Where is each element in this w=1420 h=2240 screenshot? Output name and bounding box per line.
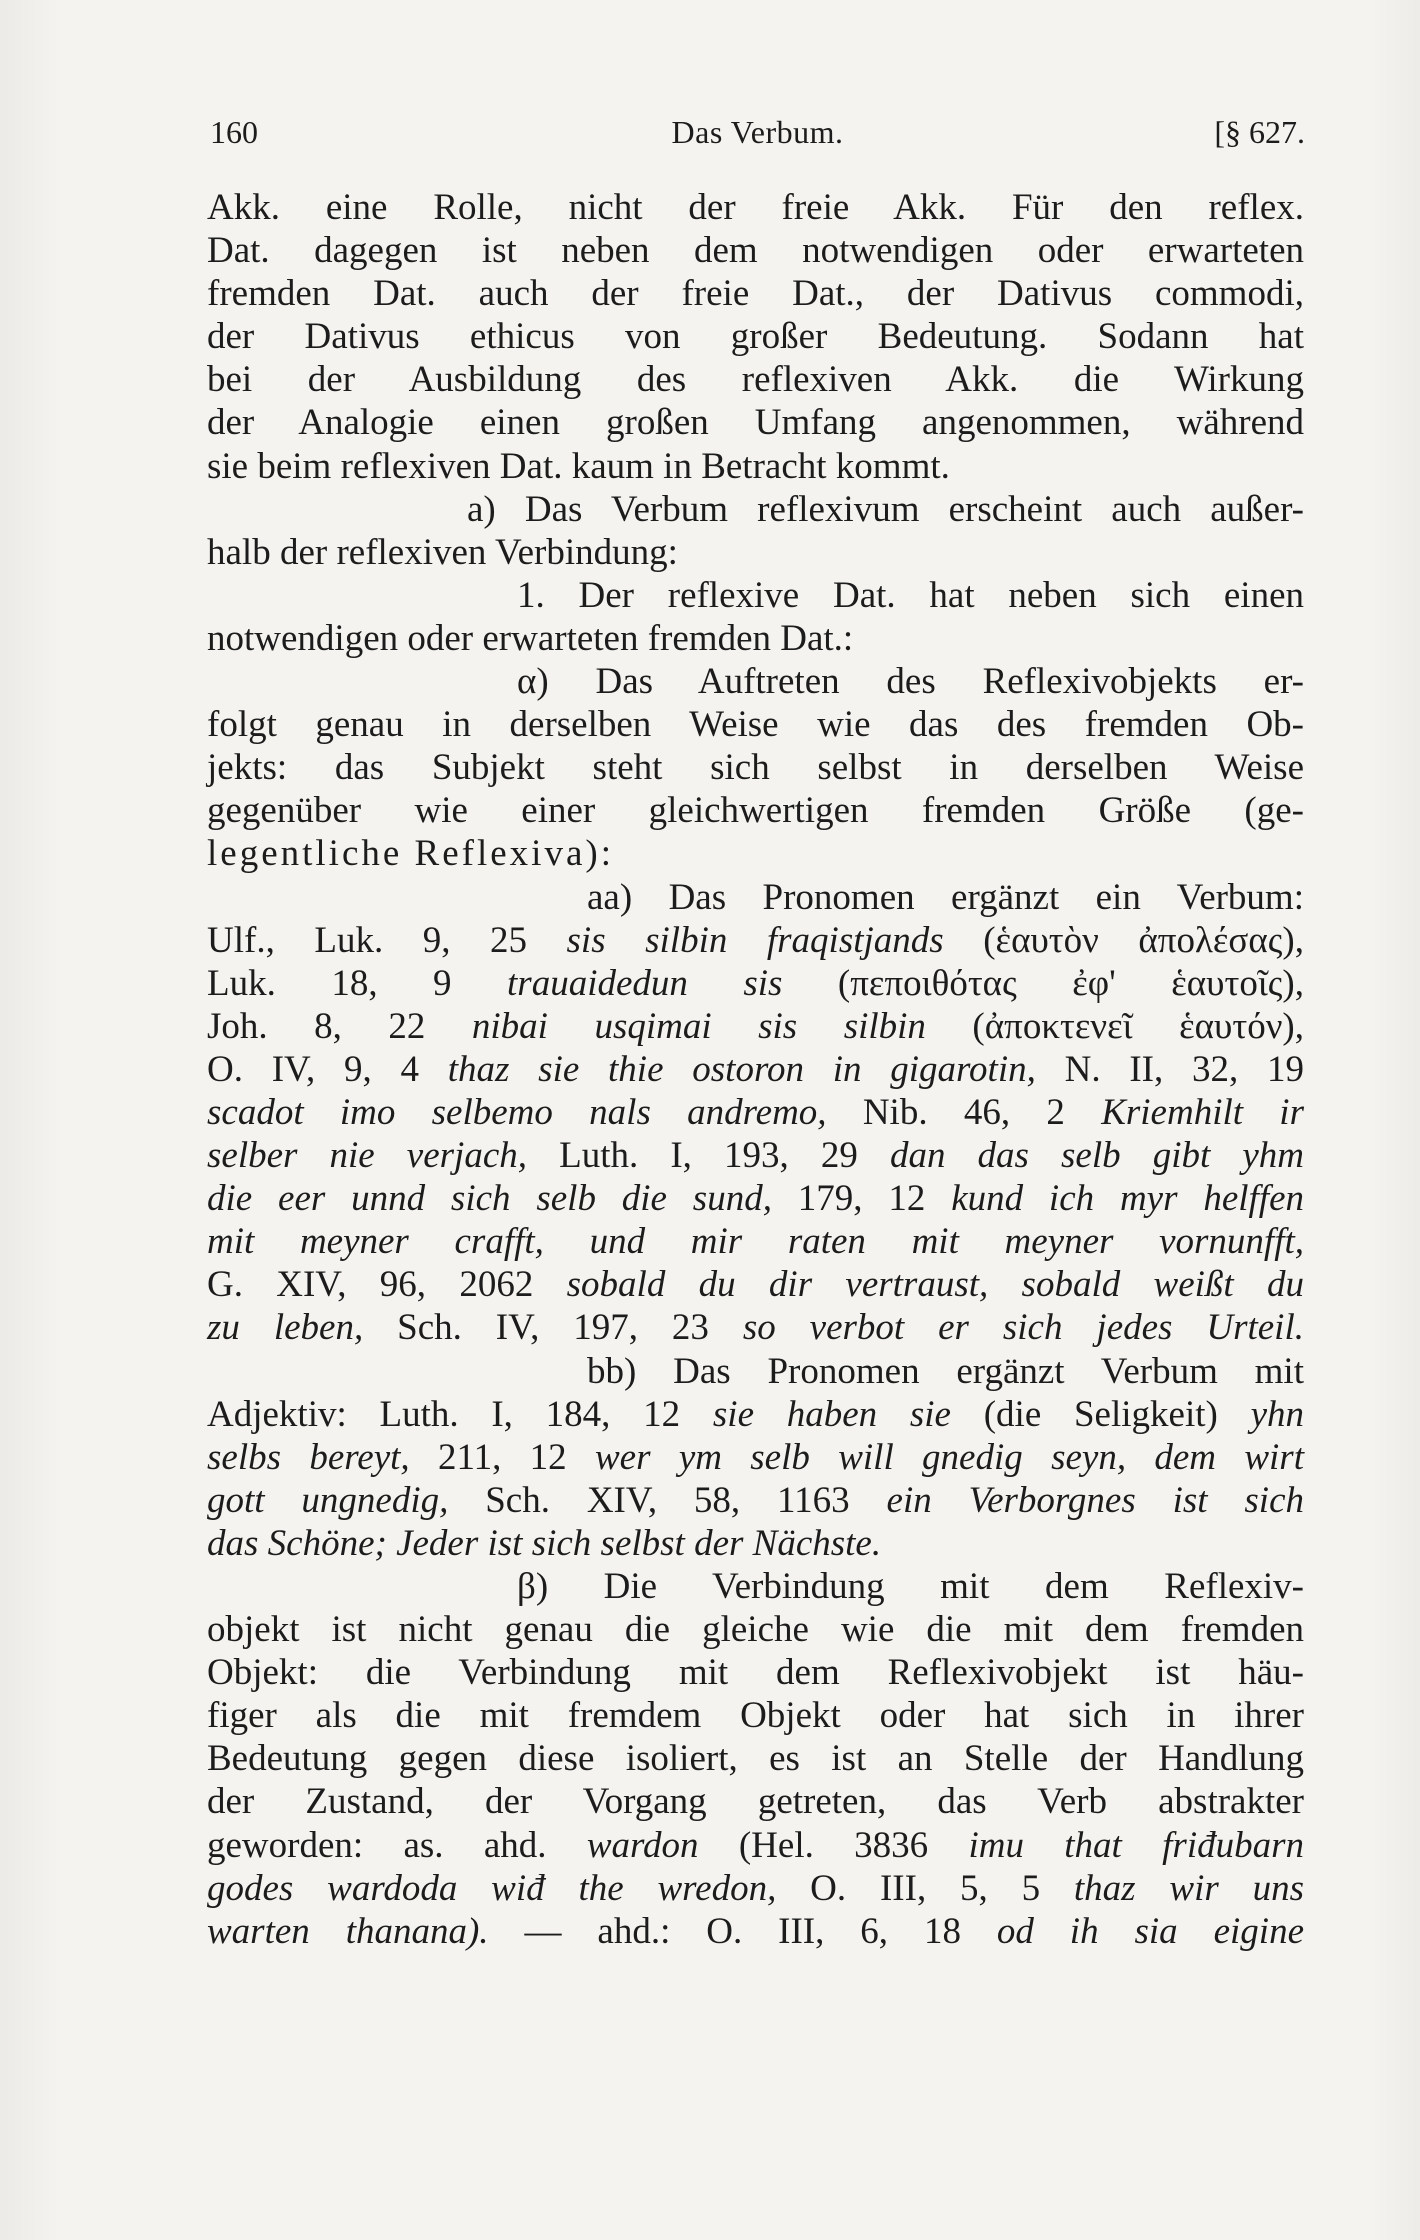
text-line: bb) Das Pronomen ergänzt Verbum mit xyxy=(587,1350,1304,1392)
text-line: warten thanana). — ahd.: O. III, 6, 18 od ih sia eigine xyxy=(207,1910,1304,1952)
text-line: Joh. 8, 22 nibai usqimai sis silbin (ἀποκτενεῖ ἑαυτόν), xyxy=(207,1005,1304,1047)
text-line: Akk. eine Rolle, nicht der freie Akk. Für den reflex. xyxy=(207,187,1304,228)
text-line: Bedeutung gegen diese isoliert, es ist an Stelle der Handlung xyxy=(207,1738,1304,1780)
text-line: bei der Ausbildung des reflexiven Akk. die Wirkung xyxy=(207,359,1304,401)
body-text xyxy=(207,186,1304,1953)
text-line: selber nie verjach, Luth. I, 193, 29 dan das selb gibt yhm xyxy=(207,1135,1305,1177)
section-marker: [§ 627. xyxy=(1214,114,1305,150)
text-line: das Schöne; Jeder ist sich selbst der Nächste. xyxy=(207,1522,882,1564)
text-line: aa) Das Pronomen ergänzt ein Verbum: xyxy=(587,876,1304,918)
text-line: legentliche Reflexiva): xyxy=(207,833,614,875)
text-line: die eer unnd sich selb die sund, 179, 12 kund ich myr helffen xyxy=(207,1178,1305,1220)
text-line: notwendigen oder erwarteten fremden Dat.: xyxy=(207,617,854,659)
text-line: α) Das Auftreten des Reflexivobjekts er- xyxy=(517,661,1304,703)
text-line: figer als die mit fremdem Objekt oder hat sich in ihrer xyxy=(207,1695,1304,1737)
text-line: der Analogie einen großen Umfang angenommen, während xyxy=(207,402,1304,444)
text-line: selbs bereyt, 211, 12 wer ym selb will gnedig seyn, dem wirt xyxy=(207,1436,1304,1478)
text-line: Ulf., Luk. 9, 25 sis silbin fraqistjands (ἑαυτὸν ἀπολέσας), xyxy=(207,919,1304,961)
text-line: gegenüber wie einer gleichwertigen fremden Größe (ge- xyxy=(207,790,1304,832)
text-line: Luk. 18, 9 trauaidedun sis (πεποιθότας ἐφ' ἑαυτοῖς), xyxy=(207,962,1305,1004)
text-line: halb der reflexiven Verbindung: xyxy=(207,531,678,573)
text-line: G. XIV, 96, 2062 sobald du dir vertraust, sobald weißt du xyxy=(207,1264,1304,1306)
text-line: geworden: as. ahd. wardon (Hel. 3836 imu that friđubarn xyxy=(207,1824,1304,1866)
text-line: objekt ist nicht genau die gleiche wie die mit dem fremden xyxy=(207,1609,1304,1651)
running-title: Das Verbum. xyxy=(671,114,844,150)
running-header xyxy=(210,108,1305,156)
text-line: 1. Der reflexive Dat. hat neben sich einen xyxy=(517,574,1304,616)
text-line: Objekt: die Verbindung mit dem Reflexivobjekt ist häu- xyxy=(207,1652,1304,1694)
text-line: O. IV, 9, 4 thaz sie thie ostoron in gigarotin, N. II, 32, 19 xyxy=(207,1048,1304,1090)
text-line: Adjektiv: Luth. I, 184, 12 sie haben sie (die Seligkeit) yhn xyxy=(207,1393,1305,1435)
text-line: scadot imo selbemo nals andremo, Nib. 46, 2 Kriemhilt ir xyxy=(207,1091,1304,1133)
text-line: gott ungnedig, Sch. XIV, 58, 1163 ein Verborgnes ist sich xyxy=(207,1479,1305,1521)
page-number: 160 xyxy=(210,114,258,150)
text-line: folgt genau in derselben Weise wie das des fremden Ob- xyxy=(207,704,1304,746)
text-line: β) Die Verbindung mit dem Reflexiv- xyxy=(517,1566,1304,1607)
text-line: mit meyner crafft, und mir raten mit meyner vornunfft, xyxy=(207,1221,1304,1263)
text-line: der Dativus ethicus von großer Bedeutung. Sodann hat xyxy=(207,316,1304,358)
text-line: Dat. dagegen ist neben dem notwendigen oder erwarteten xyxy=(207,230,1304,272)
text-line: der Zustand, der Vorgang getreten, das Verb abstrakter xyxy=(207,1781,1304,1823)
text-line: jekts: das Subjekt steht sich selbst in derselben Weise xyxy=(207,747,1304,789)
text-line: a) Das Verbum reflexivum erscheint auch außer- xyxy=(467,488,1304,530)
text-line: zu leben, Sch. IV, 197, 23 so verbot er sich jedes Urteil. xyxy=(207,1307,1304,1349)
text-line: fremden Dat. auch der freie Dat., der Dativus commodi, xyxy=(207,273,1304,315)
text-line: godes wardoda wiđ the wredon, O. III, 5, 5 thaz wir uns xyxy=(207,1867,1304,1909)
text-line: sie beim reflexiven Dat. kaum in Betracht kommt. xyxy=(207,445,950,487)
